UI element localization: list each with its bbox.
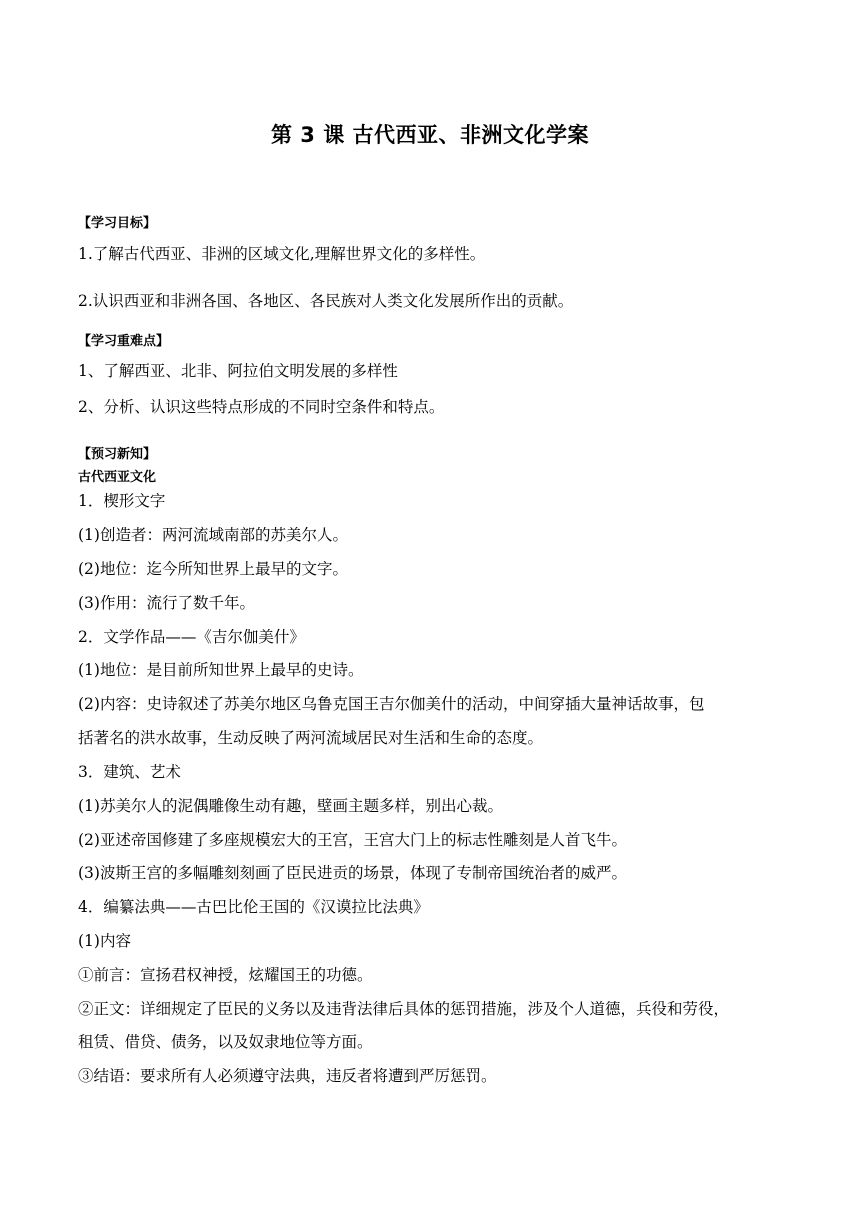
body-line: (2)内容：史诗叙述了苏美尔地区乌鲁克国王吉尔伽美什的活动，中间穿插大量神话故事，包	[78, 695, 705, 713]
body-line: (1)内容	[78, 932, 131, 950]
body-line: ②正文：详细规定了臣民的义务以及违背法律后具体的惩罚措施，涉及个人道德，兵役和劳役，	[78, 1000, 730, 1018]
section-heading-key-points: 【学习重难点】	[78, 334, 170, 349]
body-line: 租赁、借贷、债务，以及奴隶地位等方面。	[78, 1033, 373, 1051]
body-line: 3．建筑、艺术	[78, 763, 181, 781]
body-line: (3)波斯王宫的多幅雕刻刻画了臣民进贡的场景，体现了专制帝国统治者的威严。	[78, 864, 627, 882]
body-line: 括著名的洪水故事，生动反映了两河流域居民对生活和生命的态度。	[78, 729, 544, 747]
body-line: 4．编纂法典——古巴比伦王国的《汉谟拉比法典》	[78, 898, 429, 916]
key-point-item: 2、分析、认识这些特点形成的不同时空条件和特点。	[78, 398, 445, 416]
body-line: (2)亚述帝国修建了多座规模宏大的王宫，王宫大门上的标志性雕刻是人首飞牛。	[78, 831, 627, 849]
document-title: 第 3 课 古代西亚、非洲文化学案	[270, 123, 590, 147]
body-line: (1)苏美尔人的泥偶雕像生动有趣，壁画主题多样，别出心裁。	[78, 797, 503, 815]
body-line: (2)地位：迄今所知世界上最早的文字。	[78, 560, 348, 578]
body-line: 1．楔形文字	[78, 492, 166, 510]
body-line: (1)创造者：两河流域南部的苏美尔人。	[78, 526, 348, 544]
body-line: (1)地位：是目前所知世界上最早的史诗。	[78, 661, 364, 679]
body-line: 2．文学作品——《吉尔伽美什》	[78, 628, 305, 646]
body-line: (3)作用：流行了数千年。	[78, 594, 255, 612]
key-point-item: 1、了解西亚、北非、阿拉伯文明发展的多样性	[78, 362, 398, 380]
goal-item: 1.了解古代西亚、非洲的区域文化,理解世界文化的多样性。	[78, 245, 486, 263]
subsection-heading: 古代西亚文化	[78, 470, 157, 485]
section-heading-goals: 【学习目标】	[78, 216, 157, 231]
section-heading-preview: 【预习新知】	[78, 447, 157, 462]
body-line: ①前言：宣扬君权神授，炫耀国王的功德。	[78, 966, 373, 984]
body-line: ③结语：要求所有人必须遵守法典，违反者将遭到严厉惩罚。	[78, 1067, 497, 1085]
goal-item: 2.认识西亚和非洲各国、各地区、各民族对人类文化发展所作出的贡献。	[78, 292, 574, 310]
